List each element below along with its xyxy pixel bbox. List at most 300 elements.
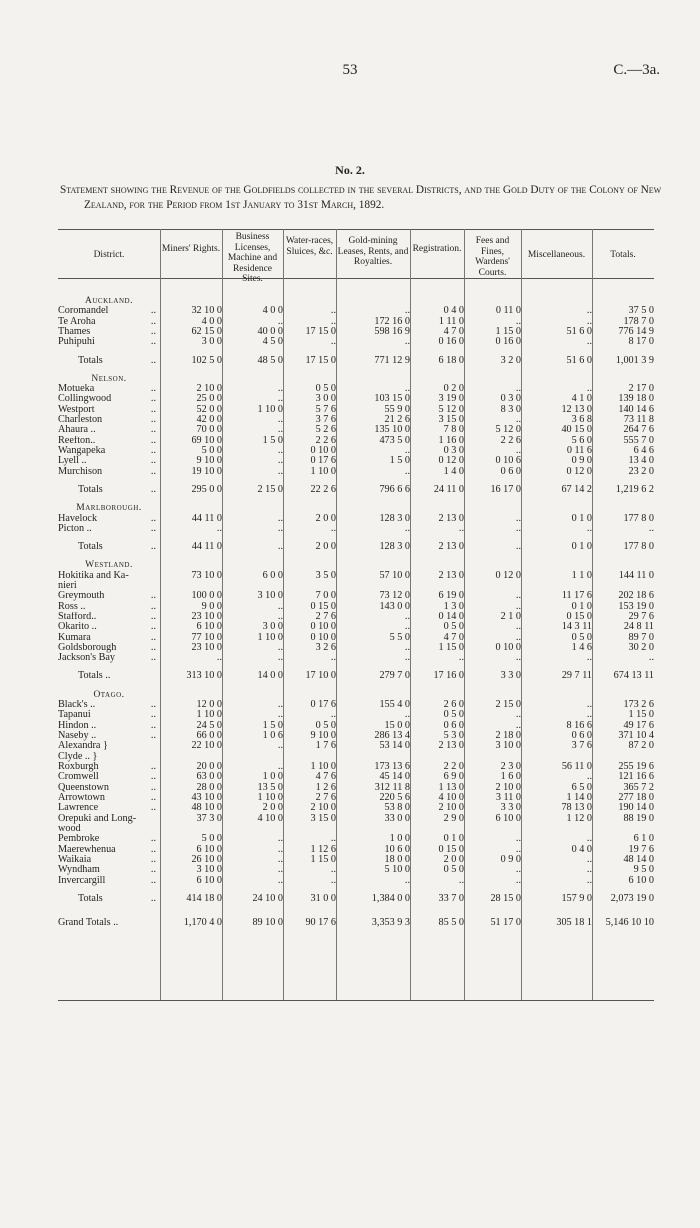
district-label: Kumara xyxy=(58,632,91,643)
value-cell: 63 0 0 xyxy=(196,772,222,783)
value-cell xyxy=(464,752,521,762)
value-cell: 57 10 0 xyxy=(379,570,410,581)
district-name xyxy=(58,602,160,612)
district-name xyxy=(58,865,160,875)
value-cell xyxy=(410,752,464,762)
value-cell: 3 15 0 xyxy=(438,415,464,426)
district-label: Okarito .. xyxy=(58,622,97,633)
value-cell: .. xyxy=(515,844,521,855)
value-cell: 23 10 0 xyxy=(191,642,222,653)
district-label: Wyndham xyxy=(58,865,100,876)
value-cell: 6 10 0 xyxy=(196,875,222,886)
district-name xyxy=(58,591,160,601)
value-cell: 1 10 0 xyxy=(196,710,222,721)
value-cell: 25 0 0 xyxy=(196,394,222,405)
empty-cell xyxy=(160,560,654,570)
value-cell: .. xyxy=(330,306,336,317)
value-cell xyxy=(592,752,654,762)
district-name xyxy=(58,886,160,912)
value-cell: 0 1 0 xyxy=(571,541,592,553)
value-cell: 44 11 0 xyxy=(191,541,222,553)
value-cell: 6 5 0 xyxy=(571,782,592,793)
value-cell: .. xyxy=(515,541,521,553)
leader-dots: .. xyxy=(150,710,156,721)
value-cell: 128 3 0 xyxy=(379,513,410,524)
leader-dots: .. xyxy=(150,306,156,317)
leader-dots: .. xyxy=(150,435,156,446)
value-cell: 51 17 0 xyxy=(490,916,521,928)
district-name xyxy=(58,514,160,524)
value-cell: .. xyxy=(404,446,410,457)
district-name xyxy=(58,783,160,793)
value-cell: 66 0 0 xyxy=(196,731,222,741)
table-row xyxy=(58,653,654,663)
value-cell: 28 15 0 xyxy=(490,892,521,904)
value-cell: 1 5 0 xyxy=(262,435,283,446)
district-name xyxy=(58,721,160,731)
value-cell: 173 13 6 xyxy=(374,762,410,773)
leader-dots: .. xyxy=(150,865,156,876)
district-label: Totals .. xyxy=(78,670,111,682)
value-cell: 5 0 0 xyxy=(201,834,222,845)
table-row xyxy=(58,876,654,886)
value-cell: 73 12 0 xyxy=(379,591,410,602)
district-label: Motueka xyxy=(58,384,95,395)
value-cell: 279 7 0 xyxy=(379,670,410,682)
value-cell: 29 7 6 xyxy=(628,611,654,622)
value-cell: 5 3 0 xyxy=(443,731,464,741)
value-cell xyxy=(283,752,336,762)
value-cell: 15 0 0 xyxy=(384,720,410,731)
empty-cell xyxy=(160,690,654,700)
district-label: Picton .. xyxy=(58,523,92,534)
district-name xyxy=(58,824,160,834)
value-cell: 312 11 8 xyxy=(374,782,410,793)
value-cell: 5 12 0 xyxy=(438,404,464,415)
value-cell: 3 10 0 xyxy=(196,865,222,876)
table-row xyxy=(58,384,654,394)
value-cell: 143 0 0 xyxy=(379,601,410,612)
value-cell: 1 10 0 xyxy=(310,762,336,773)
value-cell: 12 0 0 xyxy=(196,699,222,710)
value-cell: 3 2 0 xyxy=(500,354,521,366)
value-cell: .. xyxy=(404,384,410,395)
district-label: Jackson's Bay xyxy=(58,653,116,664)
value-cell: 3 19 0 xyxy=(438,394,464,405)
value-cell: 286 13 4 xyxy=(374,731,410,741)
table-top-rule xyxy=(58,229,654,230)
value-cell: 5 12 0 xyxy=(495,425,521,436)
value-cell: 140 14 6 xyxy=(618,404,654,415)
value-cell: .. xyxy=(330,653,336,664)
district-name xyxy=(58,772,160,782)
district-label: Lawrence xyxy=(58,803,99,814)
value-cell: 56 11 0 xyxy=(561,762,592,773)
value-cell xyxy=(336,824,410,834)
value-cell: .. xyxy=(277,855,283,866)
value-cell: 473 5 0 xyxy=(379,435,410,446)
value-cell xyxy=(410,581,464,591)
table-row xyxy=(58,317,654,327)
value-cell: .. xyxy=(404,653,410,664)
value-cell: 32 10 0 xyxy=(191,306,222,317)
value-cell: 2 2 0 xyxy=(443,762,464,773)
value-cell: .. xyxy=(586,855,592,866)
district-label: Thames xyxy=(58,327,91,338)
district-name xyxy=(58,327,160,337)
table-row xyxy=(58,824,654,834)
value-cell: 6 10 0 xyxy=(196,622,222,633)
value-cell: .. xyxy=(515,591,521,602)
value-cell: 2 13 0 xyxy=(438,541,464,553)
value-cell: 3 10 0 xyxy=(257,591,283,602)
value-cell: 62 15 0 xyxy=(191,327,222,338)
value-cell: 5 10 0 xyxy=(384,865,410,876)
value-cell: 7 8 0 xyxy=(443,425,464,436)
value-cell: .. xyxy=(515,632,521,643)
value-cell: 3 3 0 xyxy=(500,670,521,682)
district-name xyxy=(58,425,160,435)
value-cell: 24 8 11 xyxy=(623,622,654,633)
value-cell: 1,384 0 0 xyxy=(371,892,410,904)
value-cell: 4 7 0 xyxy=(443,327,464,338)
district-label: Orepuki and Long- xyxy=(58,813,137,824)
leader-dots: .. xyxy=(150,327,156,338)
district-name xyxy=(58,384,160,394)
value-cell: 4 10 0 xyxy=(438,793,464,804)
value-cell: 128 3 0 xyxy=(379,541,410,553)
district-name xyxy=(58,814,160,824)
value-cell: 11 17 6 xyxy=(561,591,592,602)
value-cell: 13 5 0 xyxy=(257,782,283,793)
value-cell: 0 6 0 xyxy=(443,720,464,731)
value-cell: 40 15 0 xyxy=(561,425,592,436)
value-cell: 8 3 0 xyxy=(500,404,521,415)
value-cell: 155 4 0 xyxy=(379,699,410,710)
value-cell: 21 2 6 xyxy=(384,415,410,426)
value-cell: 3 2 6 xyxy=(315,642,336,653)
district-name xyxy=(58,405,160,415)
value-cell: 3 15 0 xyxy=(310,813,336,824)
leader-dots: .. xyxy=(150,354,156,366)
value-cell: 2 0 0 xyxy=(315,541,336,553)
district-label: Naseby .. xyxy=(58,731,97,741)
region-heading-row xyxy=(58,374,654,384)
value-cell: 8 16 6 xyxy=(566,720,592,731)
value-cell: 78 13 0 xyxy=(561,803,592,814)
grand-totals-row xyxy=(58,912,654,934)
header-district: District. xyxy=(93,250,125,260)
district-label: Westport xyxy=(58,404,95,415)
value-cell: 3,353 9 3 xyxy=(371,916,410,928)
table-row xyxy=(58,710,654,720)
table-row xyxy=(58,446,654,456)
value-cell: 0 5 0 xyxy=(315,720,336,731)
value-cell: 1,170 4 0 xyxy=(183,916,222,928)
value-cell: 0 5 0 xyxy=(571,632,592,643)
totals-row xyxy=(58,534,654,560)
district-name xyxy=(58,633,160,643)
district-label: Nelson. xyxy=(91,373,127,384)
value-cell: .. xyxy=(277,456,283,467)
page-number: 53 xyxy=(342,62,358,78)
value-cell: 51 6 0 xyxy=(566,327,592,338)
value-cell: 0 10 0 xyxy=(310,622,336,633)
district-label: Totals xyxy=(78,541,103,553)
table-row xyxy=(58,327,654,337)
district-name xyxy=(58,710,160,720)
value-cell: 1 15 0 xyxy=(495,327,521,338)
value-cell: 0 15 0 xyxy=(438,844,464,855)
value-cell: .. xyxy=(277,446,283,457)
document-reference: C.—3a. xyxy=(613,62,660,78)
table-row xyxy=(58,834,654,844)
value-cell: 23 2 0 xyxy=(628,466,654,477)
value-cell: .. xyxy=(277,875,283,886)
value-cell: .. xyxy=(277,741,283,752)
value-cell: 16 17 0 xyxy=(490,483,521,495)
value-cell: .. xyxy=(515,875,521,886)
value-cell: 7 0 0 xyxy=(315,591,336,602)
value-cell: 37 5 0 xyxy=(628,306,654,317)
value-cell: 555 7 0 xyxy=(623,435,654,446)
value-cell: 190 14 0 xyxy=(618,803,654,814)
value-cell: 5 5 0 xyxy=(389,632,410,643)
district-name xyxy=(58,477,160,503)
value-cell: 0 5 0 xyxy=(315,384,336,395)
table-row xyxy=(58,814,654,824)
value-cell: .. xyxy=(277,394,283,405)
value-cell: 0 16 0 xyxy=(438,337,464,348)
value-cell: 776 14 9 xyxy=(618,327,654,338)
value-cell: 3 7 6 xyxy=(315,415,336,426)
table-row xyxy=(58,467,654,477)
value-cell: .. xyxy=(404,337,410,348)
district-name xyxy=(58,845,160,855)
value-cell: 796 6 6 xyxy=(379,483,410,495)
district-name xyxy=(58,653,160,663)
value-cell: 28 0 0 xyxy=(196,782,222,793)
value-cell: 6 18 0 xyxy=(438,354,464,366)
value-cell: 1 10 0 xyxy=(257,404,283,415)
value-cell: 45 14 0 xyxy=(379,772,410,783)
value-cell: 0 3 0 xyxy=(500,394,521,405)
value-cell: 6 19 0 xyxy=(438,591,464,602)
value-cell: 1 15 0 xyxy=(628,710,654,721)
value-cell: 0 4 0 xyxy=(443,306,464,317)
value-cell: 9 10 0 xyxy=(310,731,336,741)
value-cell: 0 1 0 xyxy=(571,601,592,612)
district-name xyxy=(58,436,160,446)
value-cell: .. xyxy=(277,834,283,845)
value-cell: .. xyxy=(515,865,521,876)
district-name xyxy=(58,456,160,466)
district-name xyxy=(58,467,160,477)
district-name xyxy=(58,612,160,622)
leader-dots: .. xyxy=(150,803,156,814)
value-cell: 51 6 0 xyxy=(566,354,592,366)
district-label: Coromandel xyxy=(58,306,109,317)
value-cell: 1 12 6 xyxy=(310,844,336,855)
empty-cell xyxy=(160,374,654,384)
value-cell: .. xyxy=(277,611,283,622)
district-name xyxy=(58,337,160,347)
value-cell xyxy=(592,581,654,591)
value-cell: 17 15 0 xyxy=(305,327,336,338)
value-cell: .. xyxy=(515,513,521,524)
table-bottom-rule xyxy=(58,1000,654,1001)
district-label: Ahaura .. xyxy=(58,425,96,436)
empty-cell xyxy=(160,503,654,513)
header-registration: Registration. xyxy=(412,244,462,254)
value-cell: 1 5 0 xyxy=(262,720,283,731)
value-cell: 0 4 0 xyxy=(571,844,592,855)
leader-dots: .. xyxy=(150,591,156,602)
leader-dots: .. xyxy=(150,762,156,773)
table-row xyxy=(58,783,654,793)
value-cell: 2 10 0 xyxy=(438,803,464,814)
district-name xyxy=(58,762,160,772)
value-cell: .. xyxy=(515,316,521,327)
value-cell: 771 12 9 xyxy=(374,354,410,366)
value-cell: 0 5 0 xyxy=(443,710,464,721)
value-cell xyxy=(222,581,283,591)
value-cell xyxy=(521,581,592,591)
table-row xyxy=(58,524,654,534)
value-cell: .. xyxy=(330,875,336,886)
value-cell: 202 18 6 xyxy=(618,591,654,602)
district-label: Stafford.. xyxy=(58,611,97,622)
district-name xyxy=(58,415,160,425)
table-row xyxy=(58,425,654,435)
value-cell: 1 7 6 xyxy=(315,741,336,752)
value-cell: .. xyxy=(277,316,283,327)
value-cell: 0 3 0 xyxy=(443,446,464,457)
district-name xyxy=(58,834,160,844)
leader-dots: .. xyxy=(150,642,156,653)
table-row xyxy=(58,721,654,731)
value-cell: .. xyxy=(586,306,592,317)
value-cell: .. xyxy=(515,446,521,457)
value-cell: 1,219 6 2 xyxy=(615,483,654,495)
value-cell xyxy=(336,752,410,762)
value-cell: 89 7 0 xyxy=(628,632,654,643)
value-cell: 48 10 0 xyxy=(191,803,222,814)
value-cell: 2 9 0 xyxy=(443,813,464,824)
value-cell: 0 12 0 xyxy=(495,570,521,581)
value-cell: 2 13 0 xyxy=(438,570,464,581)
value-cell: 19 7 6 xyxy=(628,844,654,855)
value-cell: 17 15 0 xyxy=(305,354,336,366)
district-label: wood xyxy=(58,824,81,835)
region-name xyxy=(58,560,160,570)
district-label: Alexandra } xyxy=(58,741,108,752)
table-row xyxy=(58,405,654,415)
value-cell: 2 7 6 xyxy=(315,611,336,622)
value-cell: .. xyxy=(404,642,410,653)
value-cell: 37 3 0 xyxy=(196,813,222,824)
district-name xyxy=(58,394,160,404)
value-cell: 33 0 0 xyxy=(384,813,410,824)
value-cell: 2 2 6 xyxy=(315,435,336,446)
district-label: Invercargill xyxy=(58,875,106,886)
value-cell: 1 15 0 xyxy=(310,855,336,866)
region-name xyxy=(58,690,160,700)
district-name xyxy=(58,446,160,456)
value-cell: 3 6 8 xyxy=(571,415,592,426)
value-cell: 0 12 0 xyxy=(438,456,464,467)
value-cell: 48 5 0 xyxy=(257,354,283,366)
value-cell: 3 5 0 xyxy=(315,570,336,581)
value-cell: .. xyxy=(515,601,521,612)
value-cell: .. xyxy=(277,466,283,477)
district-name xyxy=(58,622,160,632)
value-cell: 0 10 6 xyxy=(495,456,521,467)
district-name xyxy=(58,731,160,741)
value-cell: .. xyxy=(277,865,283,876)
value-cell: .. xyxy=(586,772,592,783)
value-cell: 6 9 0 xyxy=(443,772,464,783)
value-cell: 365 7 2 xyxy=(623,782,654,793)
value-cell xyxy=(283,824,336,834)
value-cell: 153 19 0 xyxy=(618,601,654,612)
totals-row xyxy=(58,886,654,912)
value-cell: 85 5 0 xyxy=(438,916,464,928)
value-cell: 30 2 0 xyxy=(628,642,654,653)
district-label: Greymouth xyxy=(58,591,105,602)
value-cell: 0 5 0 xyxy=(443,865,464,876)
value-cell: 414 18 0 xyxy=(186,892,222,904)
value-cell xyxy=(160,581,222,591)
district-name xyxy=(58,876,160,886)
value-cell: 3 0 0 xyxy=(201,337,222,348)
value-cell: 4 0 0 xyxy=(262,306,283,317)
value-cell: 0 17 6 xyxy=(310,699,336,710)
value-cell: .. xyxy=(586,710,592,721)
value-cell: 48 14 0 xyxy=(623,855,654,866)
leader-dots: .. xyxy=(150,622,156,633)
table-row xyxy=(58,752,654,762)
value-cell: 33 7 0 xyxy=(438,892,464,904)
value-cell: 29 7 11 xyxy=(561,670,592,682)
value-cell: 44 11 0 xyxy=(191,513,222,524)
district-label: Te Aroha xyxy=(58,316,96,327)
value-cell: 6 10 0 xyxy=(196,844,222,855)
value-cell: .. xyxy=(330,834,336,845)
region-heading-row xyxy=(58,296,654,306)
header-gold-mining-leases: Gold-mining Leases, Rents, and Royalties. xyxy=(337,236,409,267)
district-label: Goldsborough xyxy=(58,642,117,653)
value-cell: 2 10 0 xyxy=(310,803,336,814)
value-cell: 4 10 0 xyxy=(257,813,283,824)
value-cell: .. xyxy=(515,710,521,721)
table-row xyxy=(58,602,654,612)
value-cell: 0 6 0 xyxy=(500,466,521,477)
value-cell: 0 11 6 xyxy=(566,446,592,457)
value-cell: 0 9 0 xyxy=(500,855,521,866)
district-name xyxy=(58,581,160,591)
value-cell: 89 10 0 xyxy=(252,916,283,928)
value-cell: 24 11 0 xyxy=(433,483,464,495)
value-cell: 1 10 0 xyxy=(310,466,336,477)
value-cell: 73 11 8 xyxy=(623,415,654,426)
value-cell: 5 7 6 xyxy=(315,404,336,415)
totals-row xyxy=(58,477,654,503)
value-cell: 1 10 0 xyxy=(257,632,283,643)
value-cell: 8 17 0 xyxy=(628,337,654,348)
district-label: Grand Totals .. xyxy=(58,916,119,928)
value-cell xyxy=(160,824,222,834)
